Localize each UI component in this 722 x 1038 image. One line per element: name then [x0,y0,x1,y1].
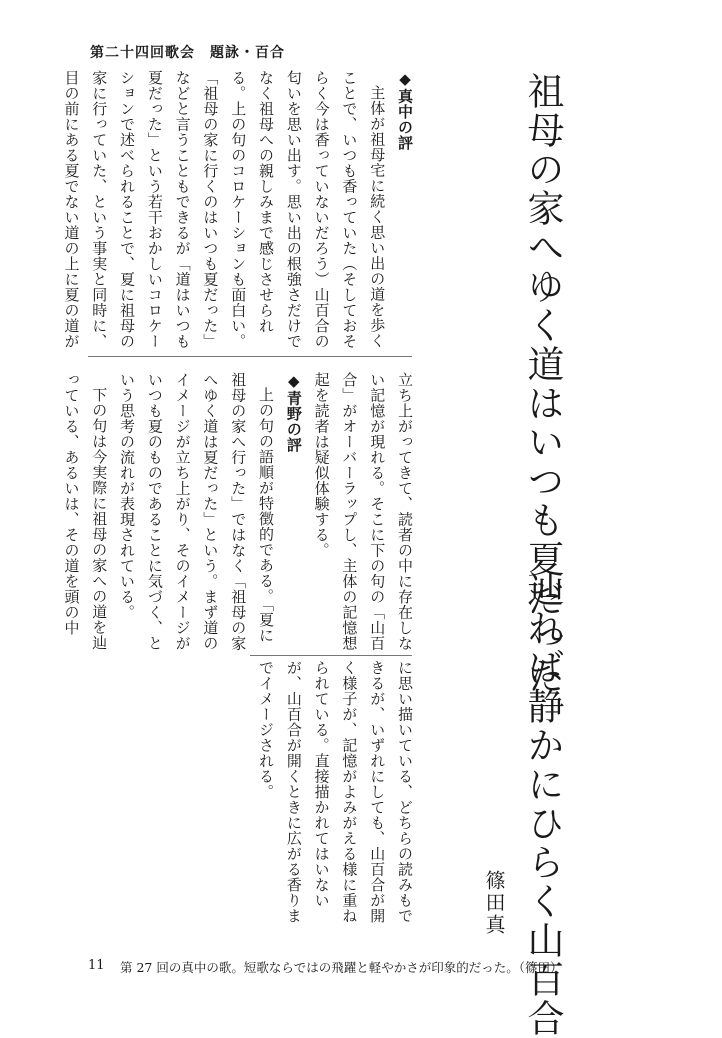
comment-yamanaka [62,70,418,350]
poem-line-2: 辿れば静かにひらく山百合 [521,570,564,1038]
series-header: 第二十四回歌会 題詠・百合 [90,45,285,61]
comment-bottom-tier [250,660,418,932]
comment-aono-body: 上の句の語順が特徴的である。「夏に祖母の家へ行った」ではなく「祖母の家へゆく道は夏だった」という。まず道のイメージが立ち上がり、そのイメージがいつも夏のものであることに気づく、という思考の流れが表現されている。 [118,372,276,651]
comment-aono-continuation: に思い描いている、どちらの読みもできるが、いずれにしても、山百合が開く様子が、記憶がよみがえる様に重ねられている。直接描かれてはいないが、山百合が開くときに広がる香りまでイメージされる。 [257,660,414,924]
comment-yamanaka-continuation: 立ち上がってきて、読者の中に存在しない記憶が現れる。そこに下の句の「山百合」がオーバーラップし、主体の記憶想起を読者は疑似体験する。 [312,372,414,651]
section-divider [88,356,412,357]
poet-name: 篠田真 [482,870,506,936]
comment-yamanaka-heading: ◆真中の評 [396,70,414,151]
comment-yamanaka-body: 主体が祖母宅に続く思い出の道を歩くことで、いつも香っていた（そしておそらく今は香っていないだろう）山百合の匂いを思い出す。思い出の根強さだけでなく祖母への親しみまで感じさせられる。上の句のコロケーションも面白い。「祖母の家に行くのはいつも夏だった」などと言うこともできるが「道はいつも夏だった」という若干おかしいコロケーションで述べられることで、夏に祖母の家に行っていた、という事実と同時に、目の前にある夏でない道の上に夏の道が [62,70,387,349]
section-divider [250,655,412,656]
comment-aono-body-2: 下の句は今実際に祖母の家への道を辿っている、あるいは、その道を頭の中 [62,372,109,651]
footnote: 第 27 回の真中の歌。短歌ならではの飛躍と軽やかさが印象的だった。（篠田） [120,960,563,975]
comment-middle-tier [62,372,418,652]
page-number: 11 [88,958,105,973]
poem-line-1: 祖母の家へゆく道はいつも夏だった [521,72,564,696]
comment-aono-heading: ◆青野の評 [284,372,303,453]
